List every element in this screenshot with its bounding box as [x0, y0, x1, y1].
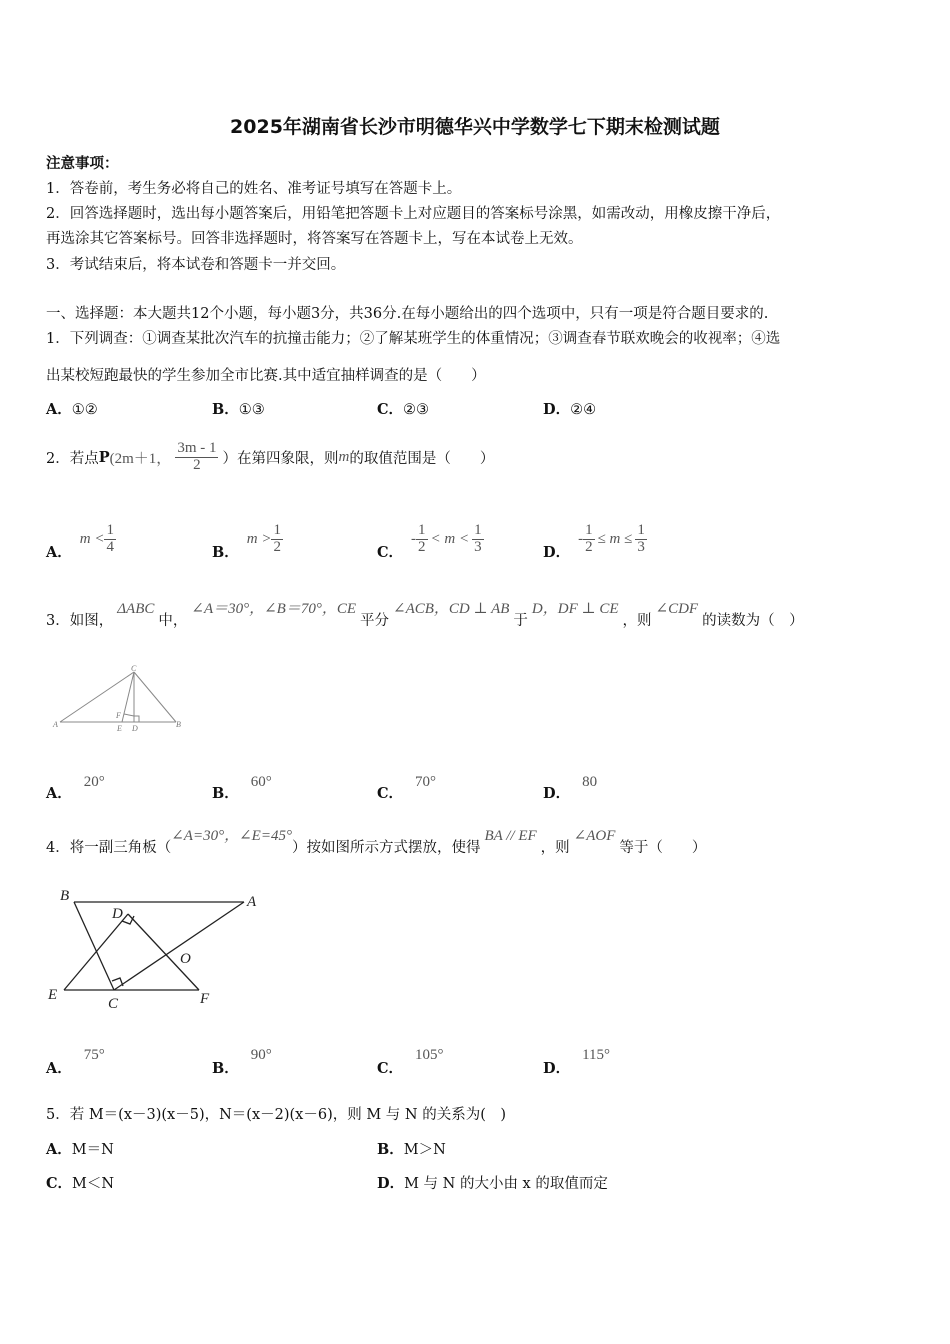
option-text: ①②	[71, 402, 98, 418]
fraction-denominator: 2	[193, 456, 201, 473]
q4-text: 等于（ ）	[619, 840, 707, 856]
option-text: ②④	[570, 402, 597, 418]
label-F: F	[116, 711, 121, 720]
q1-option-b[interactable]	[212, 398, 265, 419]
option-label: B．	[212, 544, 239, 561]
fraction-denominator: 2	[418, 538, 426, 555]
q4-option-c[interactable]	[377, 1043, 444, 1077]
q3-math: ∠CDF	[655, 601, 699, 617]
option-label: D．	[543, 544, 571, 561]
label-E: E	[48, 987, 58, 1003]
q3-option-b[interactable]	[212, 770, 272, 802]
option-text: 75°	[83, 1047, 105, 1063]
page-title: 2025年湖南省长沙市明德华兴中学数学七下期末检测试题	[230, 116, 720, 138]
label-B: B	[176, 720, 181, 729]
q2-prefix: 2．若点	[46, 450, 99, 467]
option-label: A．	[46, 785, 72, 802]
option-label: B．	[212, 401, 239, 418]
option-label: D．	[543, 785, 571, 802]
option-label: A．	[46, 1060, 72, 1077]
q2-var: m	[338, 448, 350, 465]
fraction-numerator: 1	[585, 521, 593, 538]
label-O: O	[180, 951, 191, 967]
fraction-numerator: 3m - 1	[177, 439, 217, 456]
q3-option-a[interactable]	[46, 770, 105, 802]
fraction-denominator: 2	[273, 538, 281, 555]
q3-text: 于	[513, 613, 528, 629]
q3-text: 的读数为（ ）	[702, 613, 804, 629]
q4-option-a[interactable]	[46, 1043, 105, 1077]
option-label: D．	[543, 401, 571, 418]
option-math: m <	[79, 530, 105, 547]
label-A: A	[53, 720, 58, 729]
q4-option-d[interactable]	[543, 1043, 611, 1077]
q4-prefix: 4．将一副三角板（	[46, 840, 172, 856]
option-text: 80	[582, 774, 598, 790]
option-text: 90°	[250, 1047, 272, 1063]
q3-option-d[interactable]	[543, 770, 598, 802]
question-5-stem: 5．若 M＝(x－3)(x－5)，N＝(x－2)(x－6)，则 M 与 N 的关系为( )	[46, 1107, 507, 1123]
option-label: C．	[377, 785, 404, 802]
label-C: C	[131, 664, 137, 673]
option-math: < m <	[430, 530, 470, 547]
q2-point: P	[98, 448, 110, 466]
option-fraction	[635, 523, 647, 556]
option-text: 60°	[250, 774, 272, 790]
q4-set-squares-figure	[44, 880, 266, 1015]
option-fraction	[104, 523, 116, 556]
q2-option-a[interactable]	[46, 516, 116, 562]
question-2-stem	[46, 432, 494, 482]
fraction-numerator: 1	[106, 521, 114, 538]
option-label: C．	[377, 544, 404, 561]
option-label: C．	[377, 1060, 404, 1077]
option-text: 20°	[83, 774, 105, 790]
q2-option-d[interactable]	[543, 516, 647, 562]
q2-fraction	[175, 441, 218, 474]
q4-text: ，则	[540, 840, 570, 856]
option-label: B．	[212, 1060, 239, 1077]
q3-text: 平分	[360, 613, 390, 629]
q3-math: D，DF ⊥ CE	[531, 601, 619, 617]
option-fraction	[472, 523, 484, 556]
q3-math: ∠ACB，CD ⊥ AB	[393, 601, 510, 617]
q3-triangle-figure	[52, 660, 187, 738]
q4-text: ）按如图所示方式摆放，使得	[291, 840, 481, 856]
q3-math: ∠A＝30°，∠B＝70°，CE	[191, 601, 357, 617]
option-label: A．	[46, 1141, 72, 1158]
option-label: D．	[377, 1175, 405, 1192]
section-heading: 一、选择题：本大题共12个小题，每小题3分，共36分.在每小题给出的四个选项中，只有一项是符合题目要求的.	[46, 306, 769, 322]
q4-math: BA // EF	[484, 828, 537, 844]
option-math: -	[411, 530, 417, 547]
q2-coord1: (2m＋1，	[109, 450, 172, 467]
label-A: A	[247, 894, 257, 910]
option-text: ②③	[403, 402, 430, 418]
q3-option-c[interactable]	[377, 770, 437, 802]
q5-option-c[interactable]	[46, 1172, 114, 1193]
question-1-line1: 1．下列调查：①调查某批次汽车的抗撞击能力；②了解某班学生的体重情况；③调查春节联欢晚会的收视率；④选	[46, 331, 781, 347]
label-B: B	[60, 888, 70, 904]
notice-item: 再选涂其它答案标号。回答非选择题时，将答案写在答题卡上，写在本试卷上无效。	[46, 231, 583, 247]
q4-math: ∠A=30°，∠E=45°	[171, 828, 292, 844]
fraction-denominator: 3	[637, 538, 645, 555]
q2-option-b[interactable]	[212, 516, 283, 562]
q4-option-b[interactable]	[212, 1043, 272, 1077]
fraction-denominator: 4	[106, 538, 114, 555]
question-4-stem	[46, 825, 706, 857]
q3-math: ΔABC	[117, 601, 155, 617]
option-fraction	[583, 523, 595, 556]
label-F: F	[200, 991, 210, 1007]
notice-heading: 注意事项：	[46, 155, 119, 172]
notice-item: 2．回答选择题时，选出每小题答案后，用铅笔把答题卡上对应题目的答案标号涂黑，如需改动，用橡皮擦干净后，	[46, 206, 781, 222]
label-D: D	[132, 724, 138, 733]
option-text: M＜N	[72, 1176, 115, 1192]
q5-option-d[interactable]	[377, 1172, 608, 1193]
option-label: C．	[377, 401, 404, 418]
question-1-line2: 出某校短跑最快的学生参加全市比赛.其中适宜抽样调查的是（ ）	[46, 368, 486, 384]
option-text: ①③	[238, 402, 265, 418]
option-label: C．	[46, 1175, 73, 1192]
option-text: 115°	[582, 1047, 611, 1063]
option-text: 105°	[415, 1047, 444, 1063]
q5-option-b[interactable]	[377, 1138, 446, 1159]
notice-item: 3．考试结束后，将本试卷和答题卡一并交回。	[46, 257, 346, 273]
q3-prefix: 3．如图，	[46, 613, 114, 629]
option-text: 70°	[415, 774, 437, 790]
q2-suffix1: ）在第四象限，则	[222, 450, 339, 467]
q2-suffix2: 的取值范围是（ ）	[349, 450, 495, 467]
fraction-denominator: 3	[474, 538, 482, 555]
option-label: B．	[212, 785, 239, 802]
option-label: D．	[543, 1060, 571, 1077]
option-label: A．	[46, 544, 72, 561]
fraction-numerator: 1	[273, 521, 281, 538]
q5-option-a[interactable]	[46, 1138, 114, 1159]
q3-text: 中，	[158, 613, 188, 629]
option-math: ≤ m ≤	[597, 530, 633, 547]
fraction-numerator: 1	[474, 521, 482, 538]
q1-option-a[interactable]	[46, 398, 98, 419]
label-D: D	[112, 906, 123, 922]
question-3-stem	[46, 598, 804, 630]
option-text: M＞N	[403, 1142, 446, 1158]
fraction-numerator: 1	[418, 521, 426, 538]
option-label: B．	[377, 1141, 404, 1158]
q1-option-c[interactable]	[377, 398, 429, 419]
label-C: C	[108, 996, 119, 1012]
fraction-numerator: 1	[637, 521, 645, 538]
label-E: E	[117, 724, 122, 733]
q4-math: ∠AOF	[573, 828, 616, 844]
q3-text: ，则	[622, 613, 652, 629]
option-math: -	[578, 530, 584, 547]
notice-item: 1．答卷前，考生务必将自己的姓名、准考证号填写在答题卡上。	[46, 181, 462, 197]
q2-option-c[interactable]	[377, 516, 484, 562]
option-math: m >	[246, 530, 272, 547]
option-text: M 与 N 的大小由 x 的取值而定	[404, 1176, 608, 1192]
fraction-denominator: 2	[585, 538, 593, 555]
option-fraction	[416, 523, 428, 556]
option-text: M＝N	[71, 1142, 114, 1158]
option-label: A．	[46, 401, 72, 418]
q1-option-d[interactable]	[543, 398, 596, 419]
option-fraction	[271, 523, 283, 556]
